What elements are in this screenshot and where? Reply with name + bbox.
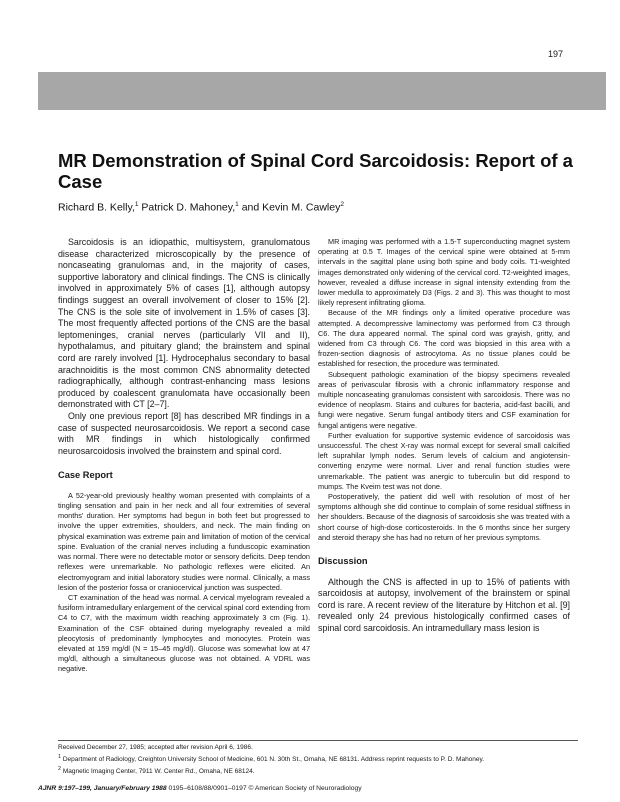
left-column xyxy=(58,237,310,675)
discussion-heading: Discussion xyxy=(318,556,368,567)
page-number: 197 xyxy=(548,49,564,59)
case-report-heading: Case Report xyxy=(58,470,113,481)
case-report-paragraph: CT examination of the head was normal. A cervical myelogram revealed a fusiform intramedullary enlargement of the cervical spinal cord extending from C4 to C7, with the maximum width reaching approximately 3 cm (Fig. 1). Examination of the CSF obtained during myelography revealed a mild pleocytosis of predominantly lymphocytes and monocytes. Protein was elevated at 159 mg/dl (N = 15–45 mg/dl). Glucose was somewhat low at 47 mg/dl, although a simultaneous glucose was not obtained. A VDRL was negative. xyxy=(58,592,310,674)
journal-citation xyxy=(38,785,578,792)
citation-label: AJNR 9:197–199, January/February 1988 xyxy=(38,785,167,792)
author-affiliation-mark: 1 xyxy=(235,201,239,208)
intro-paragraph: Sarcoidosis is an idiopathic, multisystem, granulomatous disease characterized microscopically by the presence of noncaseating granulomas and, in the majority of cases, supportive laboratory and clinical findings. The CNS is clinically involved in approximately 5% of cases [1], although autopsy findings suggest an overall involvement of closer to 15% [2]. The CNS is the sole site of involvement in 1.5% of cases [3]. The most frequently affected portions of the CNS are the basal leptomeninges, cranial nerves (particularly VII and II), hypothalamus, and pituitary gland; the brainstem and spinal cord are rarely involved [1]. Hydrocephalus secondary to basal arachnoiditis is the most common CNS abnormality detected radiographically, although contrast-enhancing mass lesions produced by coalescent granulomata have occasionally been demonstrated with CT [2–7]. xyxy=(58,237,310,410)
author-affiliation-mark: 1 xyxy=(134,201,139,208)
footnote-text: Magnetic Imaging Center, 7911 W. Center Rd., Omaha, NE 68124. xyxy=(61,767,255,775)
article-title: MR Demonstration of Spinal Cord Sarcoidosis: Report of a Case xyxy=(58,150,573,192)
case-report-paragraph: A 52-year-old previously healthy woman presented with complaints of a tingling sensation and pain in her neck and all four extremities of several months' duration. Her symptoms had begun in both feet but progressed to involve the upper extremities, shoulders, and neck. The main finding on physical examination was extreme pain and limitation of motion of the cervical spine. Evaluation of the cranial nerves including a funduscopic examination was normal. There were no detectable motor or sensory deficits. Deep tendon reflexes were unremarkable. No pathologic reflexes were elicited. An electromyogram and initial laboratory studies were normal. Clinically, a mass lesion of the posterior fossa or craniocervical junction was suspected. xyxy=(58,490,310,592)
citation-details: 0195–6108/88/0901–0197 © American Society of Neuroradiology xyxy=(166,785,362,792)
case-report-paragraph: MR imaging was performed with a 1.5-T superconducting magnet system operating at 0.5 T. Images of the cervical spine were obtained at 5-mm intervals in the sagittal plane using both spine and body coils. T1-weighted images demonstrated only widening of the cervical cord. T2-weighted images, however, revealed a diffuse increase in signal intensity extending from the lower medulla to approximately D3 (Figs. 2 and 3). This was thought to most likely represent infiltrating glioma. xyxy=(318,237,570,308)
case-report-paragraph: Because of the MR findings only a limited operative procedure was attempted. A decompressive laminectomy was performed from C3 through C6. The dura appeared normal. The spinal cord was grayish, gritty, and widened from C3 through C6. The cord was biopsied in this area with a frozen-section diagnosis of astrocytoma. As no tissue planes could be established for resection, the procedure was terminated. xyxy=(318,308,570,369)
author-list xyxy=(58,201,578,214)
footnote-mark: 2 xyxy=(58,765,62,772)
intro-paragraph: Only one previous report [8] has described MR findings in a case of suspected neurosarcoidosis. We report a second case with MR findings in which histologically confirmed neurosarcoidosis involved the brainstem and spinal cord. xyxy=(58,410,310,456)
affiliation-note-1 xyxy=(58,753,578,765)
author-affiliation-mark: 2 xyxy=(340,201,344,208)
footnote-divider xyxy=(58,740,578,741)
header-bar xyxy=(38,72,606,110)
author-name: and Kevin M. Cawley xyxy=(238,201,341,214)
right-column xyxy=(318,237,570,635)
affiliation-note-2 xyxy=(58,765,578,777)
author-name: Richard B. Kelly, xyxy=(58,201,135,214)
footnote-mark: 1 xyxy=(58,753,62,760)
case-report-paragraph: Postoperatively, the patient did well with resolution of most of her symptoms although she did continue to complain of some residual stiffness in her shoulders. Because of the diagnosis of sarcoidosis she was treated with a short course of high-dose corticosteroids. In the 6 months since her surgery and steroid therapy she has had no return of her previous symptoms. xyxy=(318,492,570,542)
case-report-paragraph: Further evaluation for supportive systemic evidence of sarcoidosis was unsuccessful. The chest X-ray was normal except for several small calcified left suprahilar lymph nodes. Serum levels of calcium and angiotensin-converting enzyme were normal. Liver and renal function studies were unremarkable. The patient was anergic to tuberculin but did respond to mumps. The Kveim test was not done. xyxy=(318,430,570,491)
footnotes xyxy=(58,744,578,777)
received-date-note: Received December 27, 1985; accepted after revision April 6, 1986. xyxy=(58,744,253,751)
case-report-paragraph: Subsequent pathologic examination of the biopsy specimens revealed areas of perivascular fibrosis with a chronic inflammatory response and multiple noncaseating granulomas consistent with sarcoidosis. There was no evidence of neoplasm. Stains and cultures for bacteria, acid-fast bacilli, and fungi were negative. Serum fungal antibody titers and CSF examination for fungal antigens were negative. xyxy=(318,369,570,430)
author-name: Patrick D. Mahoney, xyxy=(138,201,236,214)
footnote-text: Department of Radiology, Creighton University School of Medicine, 601 N. 30th St., Omaha, NE 68131. Address reprint requests to P. D. Mahoney. xyxy=(61,755,485,763)
discussion-paragraph: Although the CNS is affected in up to 15% of patients with sarcoidosis at autopsy, involvement of the brainstem or spinal cord is rare. A recent review of the literature by Hitchon et al. [9] revealed only 24 previous histologically confirmed cases of spinal cord sarcoidosis. An intramedullary mass lesion is xyxy=(318,576,570,634)
